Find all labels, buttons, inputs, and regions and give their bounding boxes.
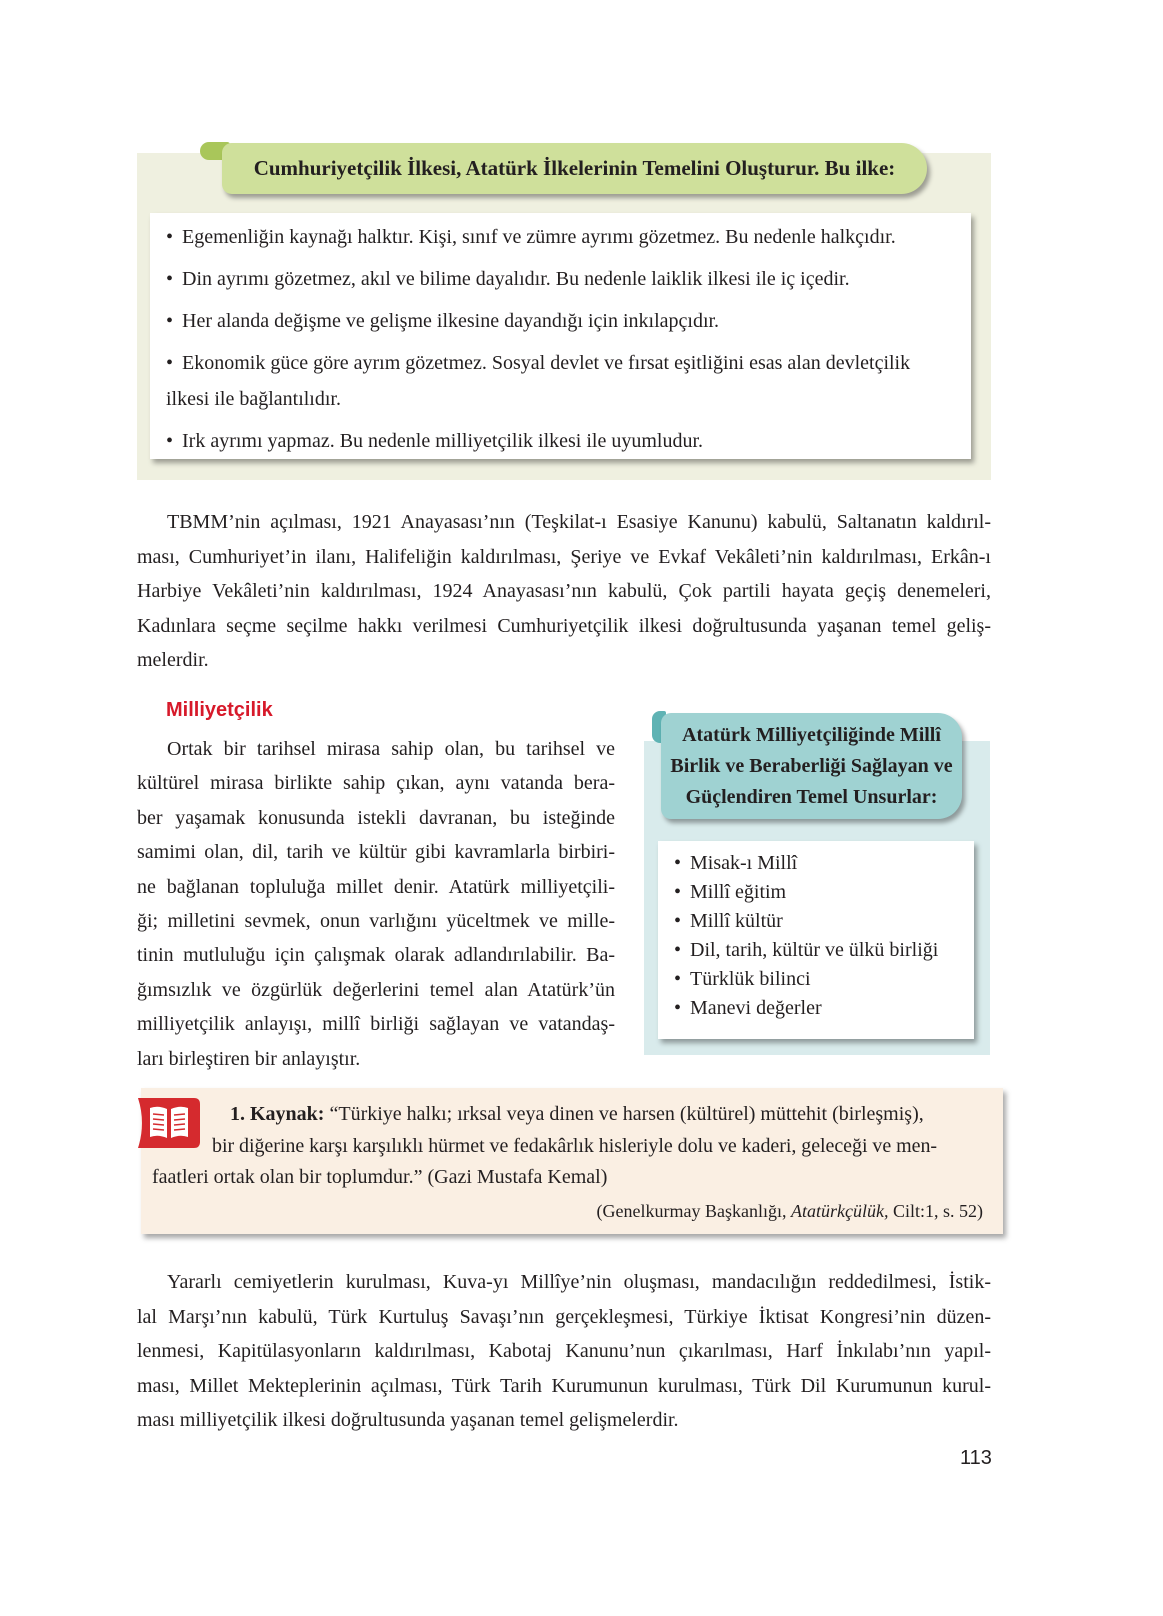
list-item: • Her alanda değişme ve gelişme ilkesine dayandığı için inkılapçıdır.: [166, 310, 720, 332]
list-item: • Dil, tarih, kültür ve ülkü birliği: [674, 939, 939, 961]
elements-list: [658, 841, 974, 1039]
source-citation: (Genelkurmay Başkanlığı, Atatürkçülük, Cilt:1, s. 52): [596, 1201, 983, 1221]
milliyetcilik-paragraph: Ortak bir tarihsel mirasa sahip olan, bu tarihsel ve kültürel mirasa birlikte sahip çıkan, aynı vatanda bera- ber yaşamak konusunda istekli davranan, bu isteğinde samimi olan, dil, tarih ve kültür gibi kavramlarla birbiri- ne bağlanan topluluğa millet denir. Atatürk milliyetçili- ği; milletini sevmek, onun varlığını yüceltmek ve mille- tinin mutluluğu için çalışmak olarak adlandırılabilir. Ba- ğımsızlık ve özgürlük değerlerini temel alan Atatürk’ün milliyetçilik anlayışı, millî birliği sağlayan ve vatandaş- ları birleştiren bir anlayıştır.: [137, 738, 615, 1070]
section-heading: Milliyetçilik: [166, 699, 273, 721]
list-item: • Egemenliğin kaynağı halktır. Kişi, sınıf ve zümre ayrımı gözetmez. Bu nedenle halkçıdır.: [166, 226, 896, 248]
source-quote-line: faatleri ortak olan bir toplumdur.” (Gazi Mustafa Kemal): [152, 1166, 608, 1188]
cumhuriyetcilik-paragraph: TBMM’nin açılması, 1921 Anayasası’nın (Teşkilat-ı Esasiye Kanunu) kabulü, Saltanatın kaldırıl- ması, Cumhuriyet’in ilanı, Halifeliğin kaldırılması, Şeriye ve Evkaf Vekâleti’nin kaldırılması, Erkân-ı Harbiye Vekâleti’nin kaldırılması, 1924 Anayasası’nın kabulü, Çok partili hayata geçiş denemeleri, Kadınlara seçme seçilme hakkı verilmesi Cumhuriyetçilik ilkesi doğrultusunda yaşanan temel geliş- melerdir.: [137, 511, 991, 671]
list-item-continuation: ilkesi ile bağlantılıdır.: [166, 388, 341, 410]
page-number: 113: [960, 1447, 992, 1469]
principle-list: [150, 213, 971, 459]
list-item: • Manevi değerler: [674, 997, 822, 1019]
source-quote-line: bir diğerine karşı karşılıklı hürmet ve fedakârlık hisleriyle dolu ve kaderi, geleceği ve men-: [212, 1135, 938, 1157]
principle-box-title: [222, 143, 927, 194]
source-quote-line: 1. Kaynak: “Türkiye halkı; ırksal veya dinen ve harsen (kültürel) müttehit (birleşmiş),: [230, 1103, 924, 1125]
source-label: 1. Kaynak:: [230, 1103, 325, 1125]
list-item: • Millî eğitim: [674, 881, 787, 903]
milliyetcilik-developments-paragraph: Yararlı cemiyetlerin kurulması, Kuva-yı Millîye’nin oluşması, mandacılığın reddedilmesi, İstik- lal Marşı’nın kabulü, Türk Kurtuluş Savaşı’nın gerçekleşmesi, Türkiye İktisat Kongresi’nin düzen- lenmesi, Kapitülasyonların kaldırılması, Kabotaj Kanunu’nun çıkarılması, Harf İnkılabı’nın yapıl- ması, Millet Mekteplerinin açılması, Türk Tarih Kurumunun kurulması, Türk Dil Kurumunun kurul- ması milliyetçilik ilkesi doğrultusunda yaşanan temel gelişmelerdir.: [137, 1271, 991, 1431]
list-item: • Misak-ı Millî: [674, 852, 798, 874]
list-item: • Türklük bilinci: [674, 968, 811, 990]
elements-box-title: Atatürk Milliyetçiliğinde Millî Birlik ve Beraberliği Sağlayan ve Güçlendiren Temel Unsurlar:: [661, 713, 962, 819]
book-icon: [136, 1094, 202, 1152]
list-item: • Din ayrımı gözetmez, akıl ve bilime dayalıdır. Bu nedenle laiklik ilkesi ile iç içedir.: [166, 268, 850, 290]
list-item: • Millî kültür: [674, 910, 783, 932]
list-item: • Irk ayrımı yapmaz. Bu nedenle milliyetçilik ilkesi ile uyumludur.: [166, 430, 703, 452]
principle-box-title-text: Cumhuriyetçilik İlkesi, Atatürk İlkelerinin Temelini Oluşturur. Bu ilke:: [253, 156, 896, 180]
list-item: • Ekonomik güce göre ayrım gözetmez. Sosyal devlet ve fırsat eşitliğini esas alan devletçilik: [166, 352, 911, 374]
